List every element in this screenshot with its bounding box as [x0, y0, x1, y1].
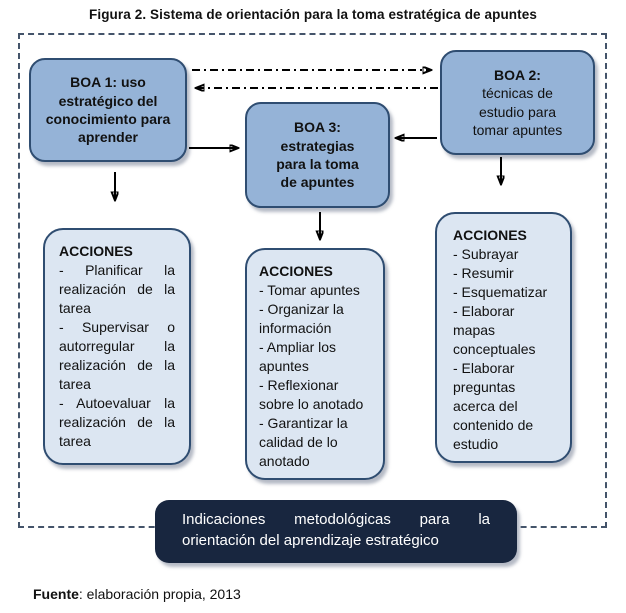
acciones-item: - Organizar la información	[259, 301, 344, 336]
acciones-item: - Reflexionar sobre lo anotado	[259, 377, 364, 412]
acciones-heading: ACCIONES	[453, 227, 527, 243]
boa3-box	[245, 102, 390, 208]
acciones-item: - Garantizar la calidad de lo anotado	[259, 415, 348, 469]
source-label: Fuente	[33, 586, 79, 602]
boa2-box	[440, 50, 595, 155]
acciones-list-boa1	[59, 261, 175, 451]
acciones-item: - Elaborar mapas conceptuales	[453, 303, 536, 357]
acciones-box-boa3	[245, 248, 385, 480]
boa1-text: BOA 1: uso estratégico del conocimiento para aprender	[45, 74, 171, 146]
acciones-box-boa2	[435, 212, 572, 463]
acciones-list-boa3	[259, 281, 371, 471]
acciones-item: - Supervisar o autorregular la realización de la tarea	[59, 319, 175, 392]
methodological-indications-box	[155, 500, 517, 563]
figure-title: Figura 2. Sistema de orientación para la toma estratégica de apuntes	[89, 7, 537, 22]
acciones-item: - Resumir	[453, 265, 514, 281]
source-caption	[33, 586, 241, 602]
boa1-box	[29, 58, 187, 162]
acciones-item: - Autoevaluar la realización de la tarea	[59, 395, 175, 449]
acciones-item: - Tomar apuntes	[259, 282, 360, 298]
acciones-item: - Planificar la realización de la tarea	[59, 262, 175, 316]
acciones-heading: ACCIONES	[259, 263, 333, 279]
acciones-item: - Subrayar	[453, 246, 519, 262]
boa2-text: técnicas de estudio para tomar apuntes	[472, 85, 563, 138]
acciones-heading: ACCIONES	[59, 243, 133, 259]
acciones-box-boa1	[43, 228, 191, 465]
boa3-text: BOA 3: estrategias para la toma de apuntes	[276, 119, 359, 191]
acciones-list-boa2	[453, 245, 554, 454]
methodological-indications-text: Indicaciones metodológicas para la orientación del aprendizaje estratégico	[182, 511, 490, 549]
acciones-item: - Esquematizar	[453, 284, 548, 300]
source-text: : elaboración propia, 2013	[78, 586, 241, 602]
boa2-label: BOA 2:	[494, 66, 541, 83]
acciones-item: - Ampliar los apuntes	[259, 339, 337, 374]
acciones-item: - Elaborar preguntas acerca del contenido de estudio	[453, 360, 534, 452]
